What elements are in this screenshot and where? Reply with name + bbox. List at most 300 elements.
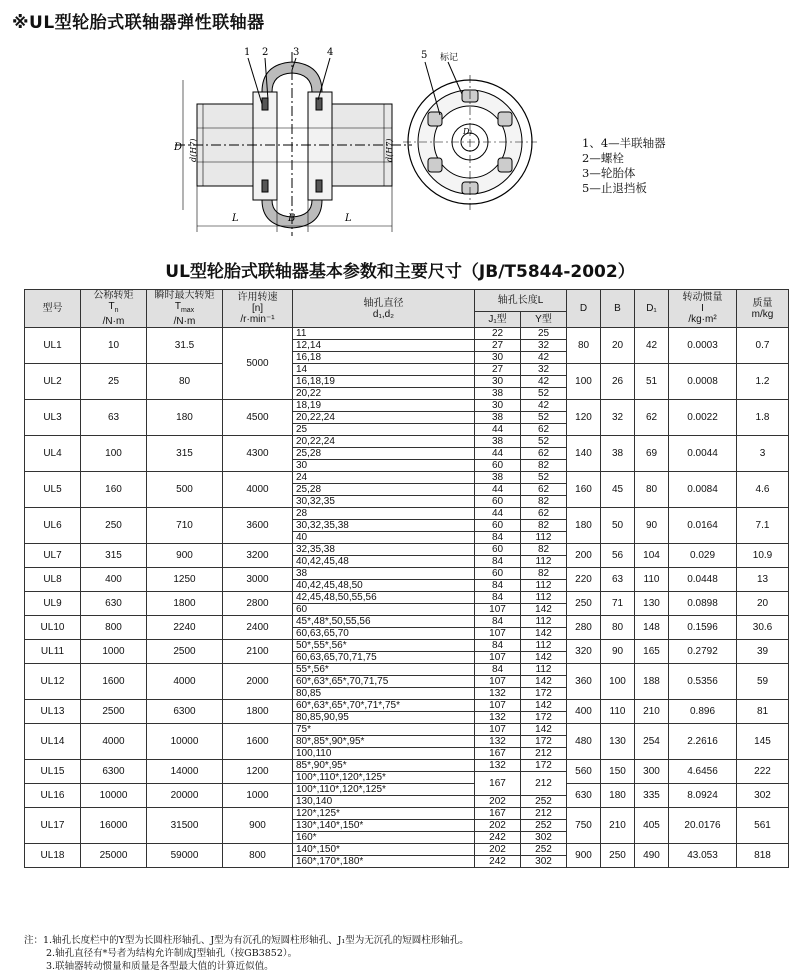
y-length-cell: 172 [521, 688, 567, 700]
svg-text:5: 5 [421, 50, 428, 61]
y-length-cell: 82 [521, 460, 567, 472]
nominal-torque-cell: 25 [81, 364, 147, 400]
bore-diameter-cell: 60 [293, 604, 475, 616]
D1-cell: 254 [635, 724, 669, 760]
max-torque-cell: 2240 [147, 616, 223, 640]
bore-diameter-cell: 50*,55*,56* [293, 640, 475, 652]
j1-length-cell: 30 [475, 400, 521, 412]
D-cell: 160 [567, 472, 601, 508]
bore-diameter-cell: 100*,110*,120*,125* [293, 772, 475, 784]
y-length-cell: 212 [521, 772, 567, 796]
j1-length-cell: 84 [475, 664, 521, 676]
max-torque-cell: 315 [147, 436, 223, 472]
y-length-cell: 252 [521, 820, 567, 832]
j1-length-cell: 22 [475, 328, 521, 340]
bore-diameter-cell: 130*,140*,150* [293, 820, 475, 832]
inertia-cell: 0.0044 [669, 436, 737, 472]
section-view [175, 52, 412, 236]
speed-cell: 2100 [223, 640, 293, 664]
B-cell: 150 [601, 760, 635, 784]
mass-cell: 3 [737, 436, 789, 472]
B-cell: 50 [601, 508, 635, 544]
j1-length-cell: 107 [475, 700, 521, 712]
mass-cell: 1.8 [737, 400, 789, 436]
bore-diameter-cell: 25 [293, 424, 475, 436]
D1-cell: 62 [635, 400, 669, 436]
col-inertia: 转动惯量 I /kg·m² [669, 290, 737, 328]
notes [24, 934, 469, 973]
y-length-cell: 112 [521, 556, 567, 568]
nominal-torque-cell: 100 [81, 436, 147, 472]
max-torque-cell: 900 [147, 544, 223, 568]
j1-length-cell: 38 [475, 412, 521, 424]
table-row [25, 508, 789, 520]
D-cell: 200 [567, 544, 601, 568]
nominal-torque-cell: 800 [81, 616, 147, 640]
speed-cell: 3600 [223, 508, 293, 544]
col-nominal-torque: 公称转矩 $T_n$ /N·m [81, 290, 147, 328]
col-y: Y型 [521, 312, 567, 328]
table-row [25, 700, 789, 712]
j1-length-cell: 167 [475, 748, 521, 760]
model-cell: UL15 [25, 760, 81, 784]
table-row [25, 568, 789, 580]
bore-diameter-cell: 60,63,65,70 [293, 628, 475, 640]
bore-diameter-cell: 130,140 [293, 796, 475, 808]
model-cell: UL10 [25, 616, 81, 640]
y-length-cell: 252 [521, 796, 567, 808]
D1-cell: 148 [635, 616, 669, 640]
D-cell: 140 [567, 436, 601, 472]
max-torque-cell: 10000 [147, 724, 223, 760]
inertia-cell: 43.053 [669, 844, 737, 868]
D-cell: 750 [567, 808, 601, 844]
bore-diameter-cell: 60*,63*,65*,70*,71*,75* [293, 700, 475, 712]
bore-diameter-cell: 16,18 [293, 352, 475, 364]
y-length-cell: 52 [521, 472, 567, 484]
svg-text:d(H7): d(H7) [385, 138, 394, 162]
max-torque-cell: 6300 [147, 700, 223, 724]
max-torque-cell: 2500 [147, 640, 223, 664]
nominal-torque-cell: 25000 [81, 844, 147, 868]
inertia-cell: 0.896 [669, 700, 737, 724]
j1-length-cell: 44 [475, 448, 521, 460]
j1-length-cell: 60 [475, 520, 521, 532]
y-length-cell: 112 [521, 580, 567, 592]
D1-cell: 335 [635, 784, 669, 808]
D-cell: 480 [567, 724, 601, 760]
D1-cell: 165 [635, 640, 669, 664]
y-length-cell: 32 [521, 340, 567, 352]
D1-cell: 210 [635, 700, 669, 724]
bore-diameter-cell: 140*,150* [293, 844, 475, 856]
speed-cell: 1000 [223, 784, 293, 808]
model-cell: UL3 [25, 400, 81, 436]
speed-cell: 800 [223, 844, 293, 868]
table-row [25, 364, 789, 376]
j1-length-cell: 107 [475, 724, 521, 736]
bore-diameter-cell: 80,85,90,95 [293, 712, 475, 724]
mass-cell: 20 [737, 592, 789, 616]
model-cell: UL14 [25, 724, 81, 760]
mass-cell: 818 [737, 844, 789, 868]
j1-length-cell: 44 [475, 484, 521, 496]
j1-length-cell: 242 [475, 832, 521, 844]
bore-diameter-cell: 30,32,35,38 [293, 520, 475, 532]
D1-cell: 51 [635, 364, 669, 400]
table-row [25, 328, 789, 340]
y-length-cell: 82 [521, 520, 567, 532]
j1-length-cell: 30 [475, 376, 521, 388]
max-torque-cell: 1250 [147, 568, 223, 592]
table-row [25, 472, 789, 484]
B-cell: 130 [601, 724, 635, 760]
col-bore-length: 轴孔长度L [475, 290, 567, 312]
y-length-cell: 52 [521, 412, 567, 424]
bore-diameter-cell: 45*,48*,50,55,56 [293, 616, 475, 628]
inertia-cell: 0.0022 [669, 400, 737, 436]
bore-diameter-cell: 42,45,48,50,55,56 [293, 592, 475, 604]
model-cell: UL6 [25, 508, 81, 544]
max-torque-cell: 59000 [147, 844, 223, 868]
bore-diameter-cell: 28 [293, 508, 475, 520]
D-cell: 900 [567, 844, 601, 868]
table-row [25, 844, 789, 856]
y-length-cell: 142 [521, 604, 567, 616]
j1-length-cell: 44 [475, 424, 521, 436]
parts-legend [582, 136, 666, 196]
B-cell: 63 [601, 568, 635, 592]
col-mass: 质量 m/kg [737, 290, 789, 328]
j1-length-cell: 84 [475, 616, 521, 628]
j1-length-cell: 167 [475, 772, 521, 796]
spec-table [24, 289, 789, 868]
bore-diameter-cell: 160*,170*,180* [293, 856, 475, 868]
y-length-cell: 172 [521, 760, 567, 772]
y-length-cell: 82 [521, 496, 567, 508]
legend-item: 5—止退挡板 [582, 181, 647, 195]
D-cell: 630 [567, 784, 601, 808]
mass-cell: 39 [737, 640, 789, 664]
j1-length-cell: 167 [475, 808, 521, 820]
y-length-cell: 82 [521, 544, 567, 556]
y-length-cell: 142 [521, 628, 567, 640]
j1-length-cell: 107 [475, 604, 521, 616]
speed-cell: 1800 [223, 700, 293, 724]
max-torque-cell: 180 [147, 400, 223, 436]
B-cell: 56 [601, 544, 635, 568]
j1-length-cell: 202 [475, 796, 521, 808]
svg-text:2: 2 [262, 47, 269, 58]
B-cell: 110 [601, 700, 635, 724]
D1-cell: 42 [635, 328, 669, 364]
nominal-torque-cell: 6300 [81, 760, 147, 784]
mass-cell: 4.6 [737, 472, 789, 508]
nominal-torque-cell: 4000 [81, 724, 147, 760]
j1-length-cell: 132 [475, 760, 521, 772]
table-row [25, 784, 789, 796]
table-row [25, 760, 789, 772]
B-cell: 80 [601, 616, 635, 640]
y-length-cell: 62 [521, 508, 567, 520]
B-cell: 250 [601, 844, 635, 868]
B-cell: 180 [601, 784, 635, 808]
inertia-cell: 0.0084 [669, 472, 737, 508]
j1-length-cell: 60 [475, 460, 521, 472]
legend-item: 1、4—半联轴器 [582, 136, 666, 150]
model-cell: UL8 [25, 568, 81, 592]
inertia-cell: 0.0448 [669, 568, 737, 592]
j1-length-cell: 107 [475, 652, 521, 664]
col-max-torque: 瞬时最大转矩 $T_{max}$ /N·m [147, 290, 223, 328]
y-length-cell: 172 [521, 712, 567, 724]
model-cell: UL17 [25, 808, 81, 844]
bore-diameter-cell: 40,42,45,48,50 [293, 580, 475, 592]
bore-diameter-cell: 20,22 [293, 388, 475, 400]
j1-length-cell: 242 [475, 856, 521, 868]
B-cell: 100 [601, 664, 635, 700]
y-length-cell: 62 [521, 448, 567, 460]
mass-cell: 222 [737, 760, 789, 784]
y-length-cell: 82 [521, 568, 567, 580]
model-cell: UL1 [25, 328, 81, 364]
bore-diameter-cell: 20,22,24 [293, 412, 475, 424]
page-title: ※UL型轮胎式联轴器弹性联轴器 [12, 13, 265, 33]
B-cell: 26 [601, 364, 635, 400]
bore-diameter-cell: 30,32,35 [293, 496, 475, 508]
svg-text:L: L [232, 213, 239, 224]
col-B: B [601, 290, 635, 328]
y-length-cell: 62 [521, 424, 567, 436]
j1-length-cell: 84 [475, 580, 521, 592]
col-j1: J₁型 [475, 312, 521, 328]
inertia-cell: 2.2616 [669, 724, 737, 760]
mass-cell: 81 [737, 700, 789, 724]
y-length-cell: 112 [521, 532, 567, 544]
max-torque-cell: 4000 [147, 664, 223, 700]
mass-cell: 7.1 [737, 508, 789, 544]
col-model: 型号 [25, 290, 81, 328]
model-cell: UL5 [25, 472, 81, 508]
model-cell: UL16 [25, 784, 81, 808]
bore-diameter-cell: 75* [293, 724, 475, 736]
bore-diameter-cell: 40 [293, 532, 475, 544]
j1-length-cell: 30 [475, 352, 521, 364]
j1-length-cell: 84 [475, 640, 521, 652]
mass-cell: 59 [737, 664, 789, 700]
bore-diameter-cell: 160* [293, 832, 475, 844]
model-cell: UL18 [25, 844, 81, 868]
nominal-torque-cell: 10 [81, 328, 147, 364]
col-D: D [567, 290, 601, 328]
legend-item: 2—螺栓 [582, 151, 624, 165]
D1-cell: 490 [635, 844, 669, 868]
y-length-cell: 212 [521, 808, 567, 820]
y-length-cell: 42 [521, 352, 567, 364]
svg-text:1: 1 [244, 47, 251, 58]
svg-text:L: L [345, 213, 352, 224]
coupling-drawing [0, 36, 800, 256]
max-torque-cell: 31500 [147, 808, 223, 844]
bore-diameter-cell: 25,28 [293, 484, 475, 496]
max-torque-cell: 80 [147, 364, 223, 400]
table-row [25, 400, 789, 412]
bore-diameter-cell: 12,14 [293, 340, 475, 352]
j1-length-cell: 84 [475, 532, 521, 544]
bore-diameter-cell: 80,85 [293, 688, 475, 700]
D1-cell: 104 [635, 544, 669, 568]
mass-cell: 10.9 [737, 544, 789, 568]
inertia-cell: 20.0176 [669, 808, 737, 844]
D1-cell: 130 [635, 592, 669, 616]
col-bore: 轴孔直径 d₁,d₂ [293, 290, 475, 328]
bore-diameter-cell: 30 [293, 460, 475, 472]
table-row [25, 664, 789, 676]
D-cell: 180 [567, 508, 601, 544]
mass-cell: 0.7 [737, 328, 789, 364]
B-cell: 210 [601, 808, 635, 844]
j1-length-cell: 107 [475, 628, 521, 640]
j1-length-cell: 132 [475, 712, 521, 724]
model-cell: UL12 [25, 664, 81, 700]
note-2: 2.轴孔直径有*号者为结构允许制成J型轴孔（按GB3852）。 [46, 948, 298, 959]
D-cell: 320 [567, 640, 601, 664]
D-cell: 250 [567, 592, 601, 616]
D-cell: 360 [567, 664, 601, 700]
speed-cell: 3200 [223, 544, 293, 568]
y-length-cell: 172 [521, 736, 567, 748]
table-row [25, 640, 789, 652]
inertia-cell: 0.2792 [669, 640, 737, 664]
speed-cell: 1600 [223, 724, 293, 760]
bore-diameter-cell: 32,35,38 [293, 544, 475, 556]
mass-cell: 30.6 [737, 616, 789, 640]
nominal-torque-cell: 2500 [81, 700, 147, 724]
mass-cell: 561 [737, 808, 789, 844]
max-torque-cell: 710 [147, 508, 223, 544]
bore-diameter-cell: 60,63,65,70,71,75 [293, 652, 475, 664]
y-length-cell: 112 [521, 640, 567, 652]
B-cell: 90 [601, 640, 635, 664]
model-cell: UL13 [25, 700, 81, 724]
D-cell: 560 [567, 760, 601, 784]
D-cell: 100 [567, 364, 601, 400]
mass-cell: 302 [737, 784, 789, 808]
bore-diameter-cell: 16,18,19 [293, 376, 475, 388]
mass-cell: 145 [737, 724, 789, 760]
bore-diameter-cell: 11 [293, 328, 475, 340]
B-cell: 71 [601, 592, 635, 616]
y-length-cell: 142 [521, 676, 567, 688]
D-cell: 220 [567, 568, 601, 592]
y-length-cell: 142 [521, 700, 567, 712]
bore-diameter-cell: 120*,125* [293, 808, 475, 820]
col-D1: D₁ [635, 290, 669, 328]
note-1: 注：1.轴孔长度栏中的Y型为长圆柱形轴孔、J型为有沉孔的短圆柱形轴孔、J₁型为无沉孔的短圆柱形轴孔。 [24, 935, 469, 946]
bore-diameter-cell: 60*,63*,65*,70,71,75 [293, 676, 475, 688]
speed-cell: 2400 [223, 616, 293, 640]
speed-cell: 4300 [223, 436, 293, 472]
bore-diameter-cell: 20,22,24 [293, 436, 475, 448]
nominal-torque-cell: 250 [81, 508, 147, 544]
D-cell: 120 [567, 400, 601, 436]
max-torque-cell: 20000 [147, 784, 223, 808]
j1-length-cell: 38 [475, 472, 521, 484]
y-length-cell: 52 [521, 436, 567, 448]
svg-text:3: 3 [293, 47, 300, 58]
D1-cell: 80 [635, 472, 669, 508]
mass-cell: 13 [737, 568, 789, 592]
model-cell: UL11 [25, 640, 81, 664]
model-cell: UL9 [25, 592, 81, 616]
bore-diameter-cell: 80*,85*,90*,95* [293, 736, 475, 748]
y-length-cell: 62 [521, 484, 567, 496]
svg-text:标记: 标记 [440, 53, 459, 63]
j1-length-cell: 84 [475, 556, 521, 568]
j1-length-cell: 60 [475, 568, 521, 580]
inertia-cell: 0.0164 [669, 508, 737, 544]
j1-length-cell: 84 [475, 592, 521, 604]
nominal-torque-cell: 16000 [81, 808, 147, 844]
y-length-cell: 112 [521, 592, 567, 604]
bore-diameter-cell: 38 [293, 568, 475, 580]
j1-length-cell: 132 [475, 736, 521, 748]
speed-cell: 5000 [223, 328, 293, 400]
model-cell: UL2 [25, 364, 81, 400]
model-cell: UL4 [25, 436, 81, 472]
D-cell: 400 [567, 700, 601, 724]
j1-length-cell: 107 [475, 676, 521, 688]
B-cell: 32 [601, 400, 635, 436]
y-length-cell: 32 [521, 364, 567, 376]
table-row [25, 544, 789, 556]
nominal-torque-cell: 1600 [81, 664, 147, 700]
table-row [25, 724, 789, 736]
y-length-cell: 42 [521, 400, 567, 412]
inertia-cell: 0.029 [669, 544, 737, 568]
mass-cell: 1.2 [737, 364, 789, 400]
bore-diameter-cell: 40,42,45,48 [293, 556, 475, 568]
D-cell: 80 [567, 328, 601, 364]
nominal-torque-cell: 315 [81, 544, 147, 568]
y-length-cell: 142 [521, 724, 567, 736]
y-length-cell: 302 [521, 832, 567, 844]
speed-cell: 4000 [223, 472, 293, 508]
max-torque-cell: 14000 [147, 760, 223, 784]
j1-length-cell: 202 [475, 844, 521, 856]
nominal-torque-cell: 630 [81, 592, 147, 616]
max-torque-cell: 31.5 [147, 328, 223, 364]
bore-diameter-cell: 14 [293, 364, 475, 376]
inertia-cell: 0.0008 [669, 364, 737, 400]
speed-cell: 900 [223, 808, 293, 844]
y-length-cell: 142 [521, 652, 567, 664]
inertia-cell: 8.0924 [669, 784, 737, 808]
bore-diameter-cell: 24 [293, 472, 475, 484]
B-cell: 45 [601, 472, 635, 508]
j1-length-cell: 38 [475, 436, 521, 448]
D1-cell: 69 [635, 436, 669, 472]
svg-text:B: B [288, 213, 296, 224]
y-length-cell: 52 [521, 388, 567, 400]
j1-length-cell: 60 [475, 496, 521, 508]
nominal-torque-cell: 10000 [81, 784, 147, 808]
y-length-cell: 212 [521, 748, 567, 760]
bore-diameter-cell: 25,28 [293, 448, 475, 460]
inertia-cell: 0.0898 [669, 592, 737, 616]
speed-cell: 4500 [223, 400, 293, 436]
D1-cell: 90 [635, 508, 669, 544]
